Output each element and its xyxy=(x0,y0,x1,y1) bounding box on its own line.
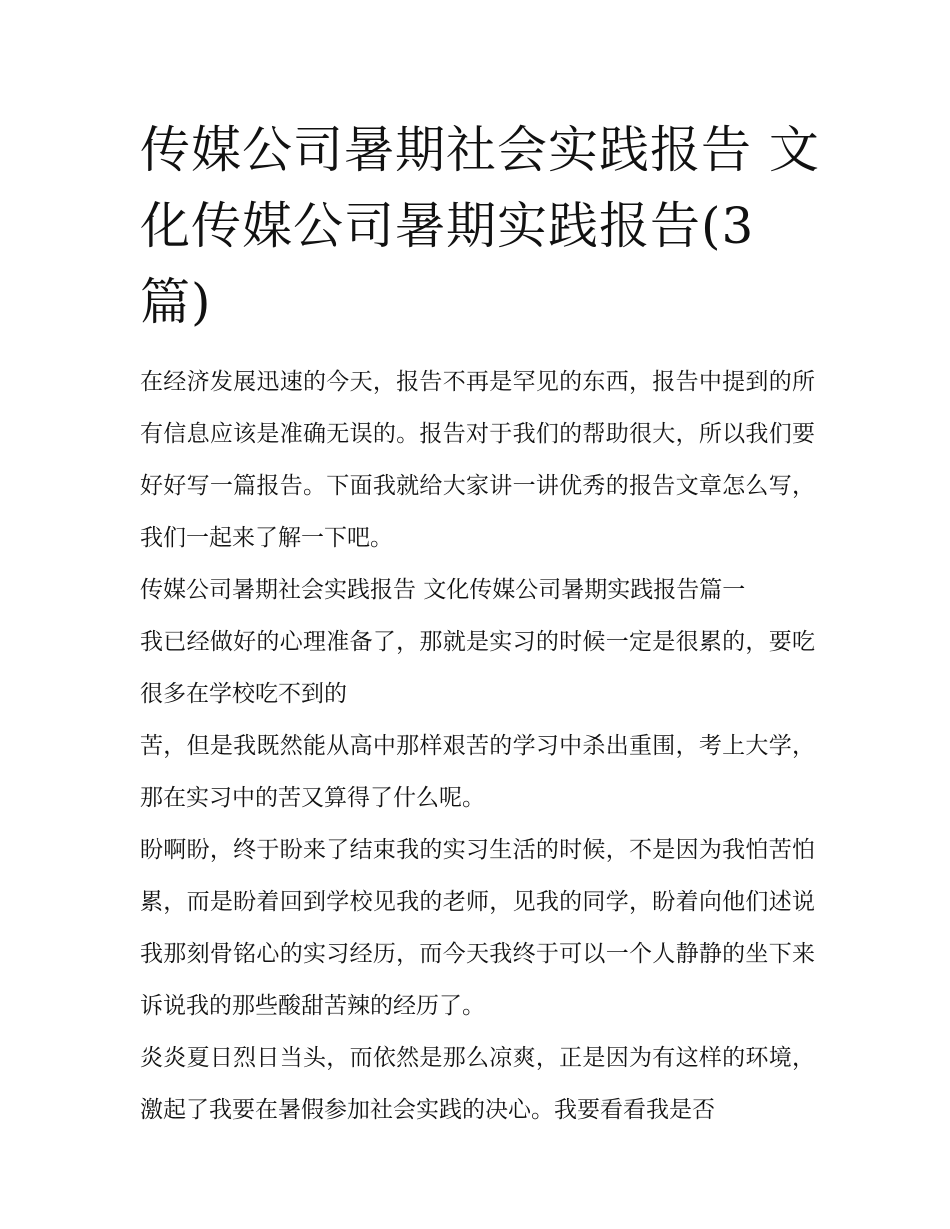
paragraph-section-heading: 传媒公司暑期社会实践报告 文化传媒公司暑期实践报告篇一 xyxy=(140,577,746,603)
paragraph-looking-forward: 盼啊盼，终于盼来了结束我的实习生活的时候，不是因为我怕苦怕累，而是盼着回到学校见我的老师，见我的同学，盼着向他们述说我那刻骨铭心的实习经历，而今天我终于可以一个人静静的坐下来诉说我的那些酸甜苦辣的经历了。 xyxy=(140,837,815,1019)
paragraph-summer: 炎炎夏日烈日当头，而依然是那么凉爽，正是因为有这样的环境，激起了我要在暑假参加社会实践的决心。我要看看我是否 xyxy=(140,1045,815,1123)
paragraph-hardship: 苦，但是我既然能从高中那样艰苦的学习中杀出重围，考上大学，那在实习中的苦又算得了什么呢。 xyxy=(140,733,815,811)
paragraph-intro: 在经济发展迅速的今天，报告不再是罕见的东西，报告中提到的所有信息应该是准确无误的。报告对于我们的帮助很大，所以我们要好好写一篇报告。下面我就给大家讲一讲优秀的报告文章怎么写，我们一起来了解一下吧。 xyxy=(140,369,815,551)
paragraph-preparation: 我已经做好的心理准备了，那就是实习的时候一定是很累的，要吃很多在学校吃不到的 xyxy=(140,629,815,707)
document-title: 传媒公司暑期社会实践报告 文化传媒公司暑期实践报告(3篇) xyxy=(140,121,820,331)
document-body xyxy=(140,356,815,1136)
